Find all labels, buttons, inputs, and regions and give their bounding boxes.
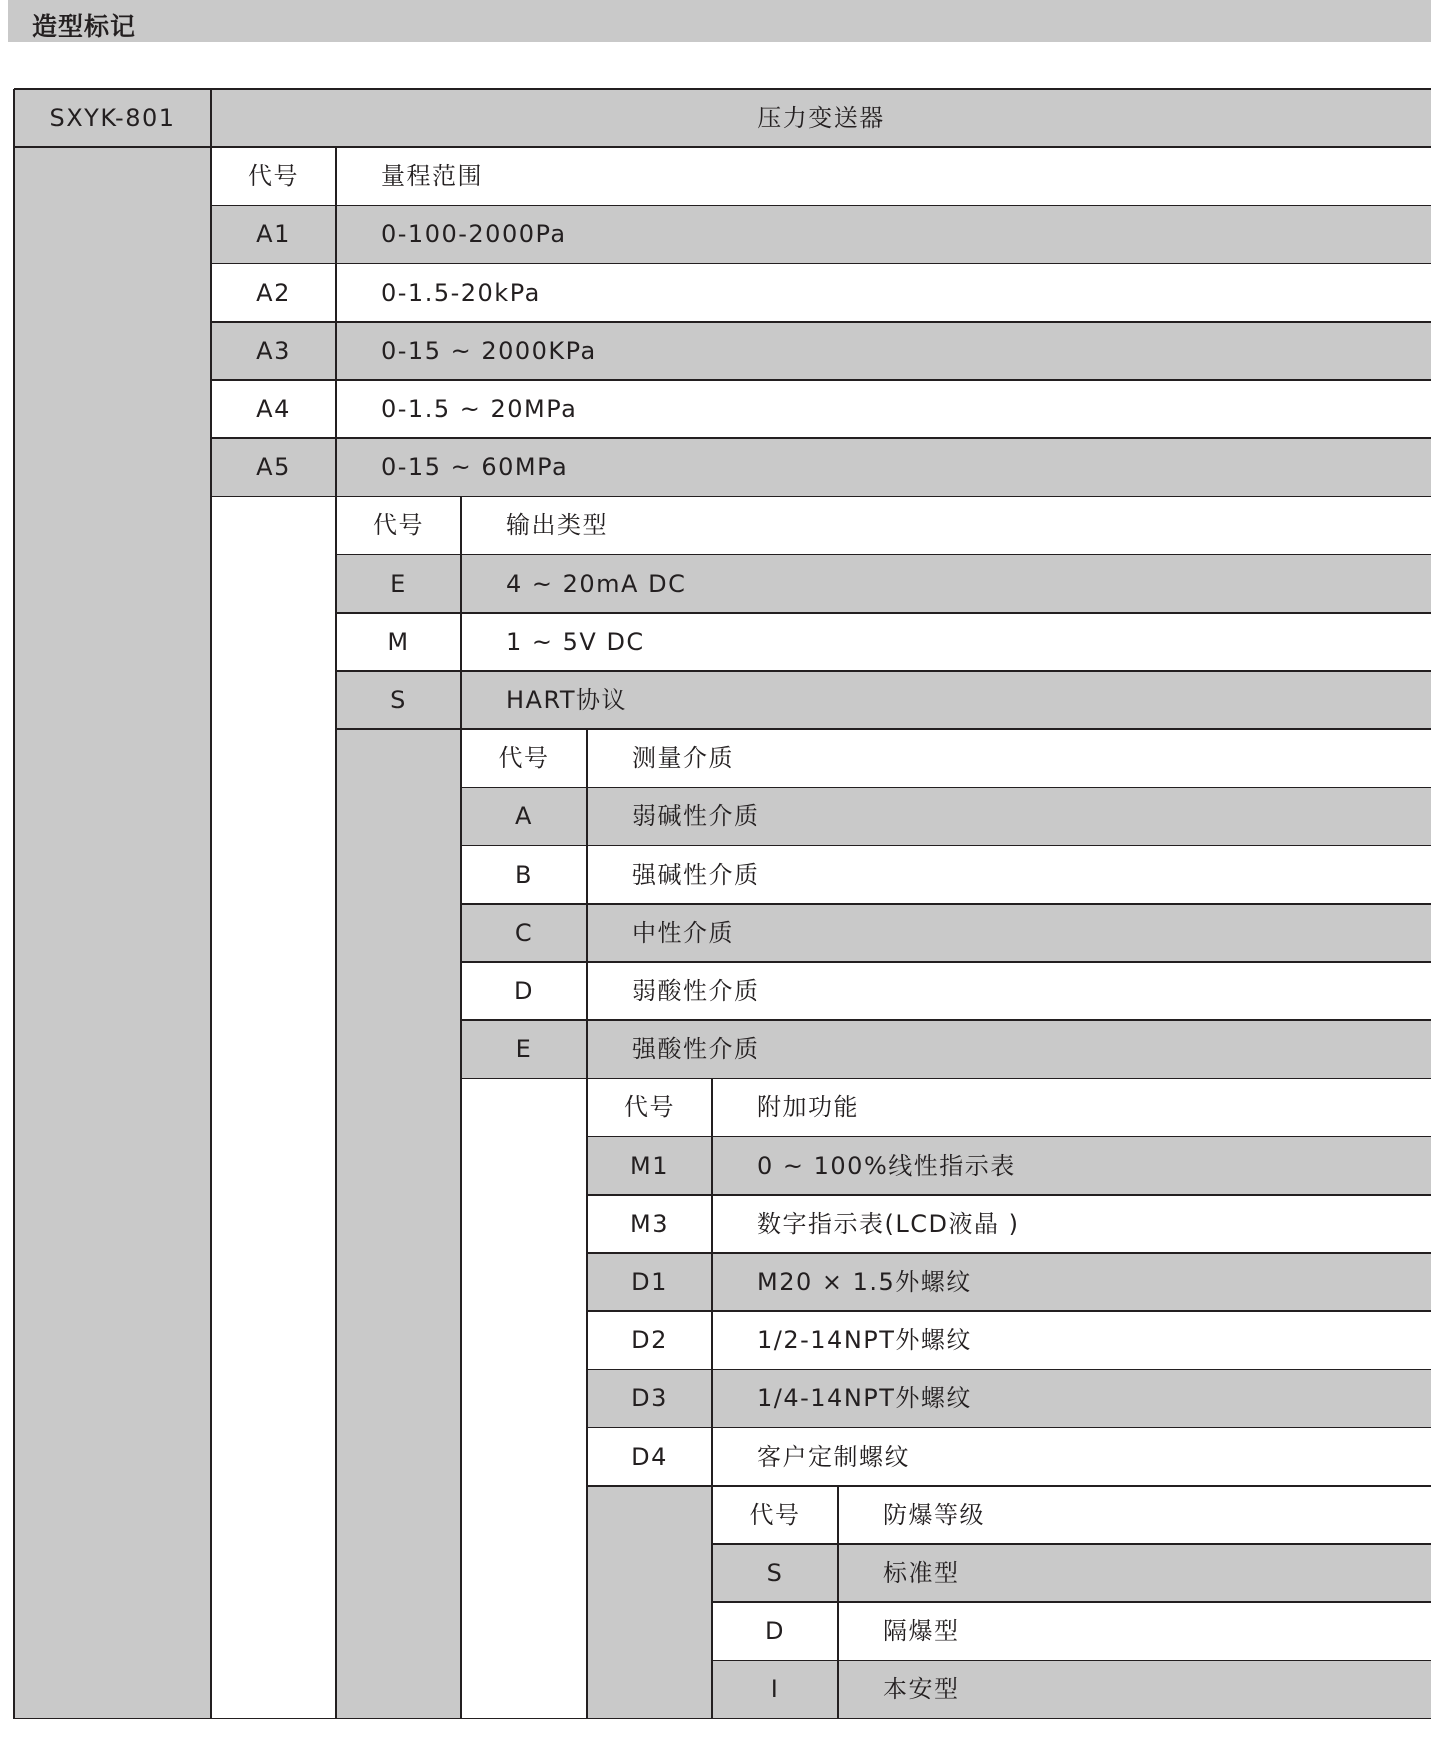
row-divider — [211, 379, 1431, 381]
row-divider — [211, 496, 1431, 498]
option-description: 强碱性介质 — [632, 860, 760, 889]
col-divider — [210, 89, 212, 1719]
option-description: 弱碱性介质 — [632, 802, 760, 831]
option-description: 0-1.5-20kPa — [381, 278, 541, 307]
level-1-code-header: 代号 — [248, 162, 299, 191]
option-description: M20 × 1.5外螺纹 — [757, 1268, 972, 1296]
option-code: M1 — [630, 1151, 669, 1180]
spine-col-2 — [336, 729, 461, 1718]
option-code: D1 — [631, 1268, 668, 1296]
product-name: 压力变送器 — [757, 104, 885, 132]
row-divider — [461, 845, 1431, 847]
option-code: E — [390, 569, 407, 598]
col-divider — [837, 1486, 839, 1719]
level-2-title: 输出类型 — [506, 511, 608, 540]
row-divider — [587, 1427, 1431, 1429]
option-description: 数字指示表(LCD液晶 ) — [757, 1209, 1020, 1238]
level-5-code-header: 代号 — [749, 1500, 801, 1529]
option-description: 弱酸性介质 — [632, 977, 760, 1005]
row-divider — [587, 1194, 1431, 1196]
level-4-code-header: 代号 — [624, 1093, 675, 1122]
row-divider — [587, 1136, 1431, 1138]
col-divider — [460, 496, 462, 1718]
option-code: A4 — [256, 395, 291, 423]
section-title: 造型标记 — [32, 12, 137, 41]
row-divider — [14, 88, 1431, 90]
row-divider — [211, 263, 1431, 265]
option-code: M — [387, 627, 410, 656]
row-divider — [712, 1660, 1431, 1662]
row-divider — [14, 146, 1431, 148]
spine-col-3 — [461, 1078, 587, 1718]
row-divider — [587, 1252, 1431, 1254]
option-description: 4 ~ 20mA DC — [506, 569, 687, 598]
option-description: 本安型 — [883, 1675, 960, 1704]
option-code: D — [765, 1617, 785, 1646]
option-code: D — [514, 977, 534, 1005]
row-divider — [461, 903, 1431, 905]
level-3-title: 测量介质 — [632, 744, 734, 773]
option-code: A1 — [256, 220, 291, 249]
level-3-row-bg — [461, 1020, 1431, 1078]
row-divider — [336, 728, 1431, 730]
row-divider — [587, 1310, 1431, 1312]
model-code: SXYK-801 — [49, 104, 176, 132]
option-description: 中性介质 — [632, 918, 734, 947]
col-divider — [711, 1078, 713, 1718]
row-divider — [587, 1369, 1431, 1371]
col-divider — [335, 147, 337, 1718]
option-description: 0-1.5 ~ 20MPa — [381, 395, 578, 423]
row-divider — [587, 1485, 1431, 1487]
option-code: D4 — [631, 1442, 668, 1471]
spine-col-4 — [587, 1486, 712, 1719]
row-divider — [712, 1601, 1431, 1603]
option-code: A2 — [256, 278, 291, 307]
level-3-row-bg — [461, 904, 1431, 962]
option-code: D3 — [631, 1384, 668, 1413]
row-divider — [211, 205, 1431, 207]
row-divider — [14, 1718, 1431, 1720]
level-2-row-bg — [336, 555, 1431, 613]
row-divider — [461, 961, 1431, 963]
col-divider — [586, 729, 588, 1718]
spine-col-1 — [211, 496, 336, 1718]
option-code: E — [515, 1035, 533, 1064]
row-divider — [336, 670, 1431, 672]
row-divider — [211, 437, 1431, 439]
option-description: 1/4-14NPT外螺纹 — [757, 1384, 972, 1413]
level-3-code-header: 代号 — [498, 744, 550, 773]
row-divider — [461, 1078, 1431, 1080]
option-description: 隔爆型 — [883, 1617, 960, 1646]
option-description: 1/2-14NPT外螺纹 — [757, 1326, 972, 1355]
row-divider — [461, 1019, 1431, 1021]
option-description: 标准型 — [883, 1559, 960, 1587]
option-description: 客户定制螺纹 — [757, 1442, 910, 1471]
option-code: M3 — [630, 1209, 669, 1238]
level-2-code-header: 代号 — [373, 511, 424, 540]
row-divider — [211, 321, 1431, 323]
row-divider — [712, 1543, 1431, 1545]
option-description: 强酸性介质 — [632, 1035, 760, 1064]
option-description: 0 ~ 100%线性指示表 — [757, 1151, 1016, 1180]
option-description: 1 ~ 5V DC — [506, 627, 645, 656]
row-divider — [336, 612, 1431, 614]
option-code: C — [514, 918, 534, 947]
row-divider — [461, 787, 1431, 789]
col-divider — [13, 89, 15, 1719]
spine-col-0 — [14, 147, 211, 1718]
option-code: I — [770, 1675, 780, 1704]
option-code: A — [515, 802, 533, 831]
option-code: B — [515, 860, 533, 889]
option-code: A3 — [256, 336, 291, 365]
level-1-title: 量程范围 — [381, 162, 483, 191]
level-4-title: 附加功能 — [757, 1093, 859, 1122]
option-code: A5 — [256, 453, 291, 482]
option-description: HART协议 — [506, 686, 628, 714]
option-description: 0-15 ~ 60MPa — [381, 453, 569, 482]
level-4-row-bg — [587, 1369, 1431, 1427]
option-code: S — [390, 686, 407, 714]
level-2-row-bg — [336, 671, 1431, 729]
option-code: D2 — [631, 1326, 668, 1355]
option-description: 0-15 ~ 2000KPa — [381, 336, 597, 365]
option-description: 0-100-2000Pa — [381, 220, 567, 249]
level-3-row-bg — [461, 787, 1431, 845]
level-4-row-bg — [587, 1253, 1431, 1311]
row-divider — [336, 554, 1431, 556]
level-5-title: 防爆等级 — [883, 1500, 985, 1529]
option-code: S — [766, 1559, 784, 1587]
